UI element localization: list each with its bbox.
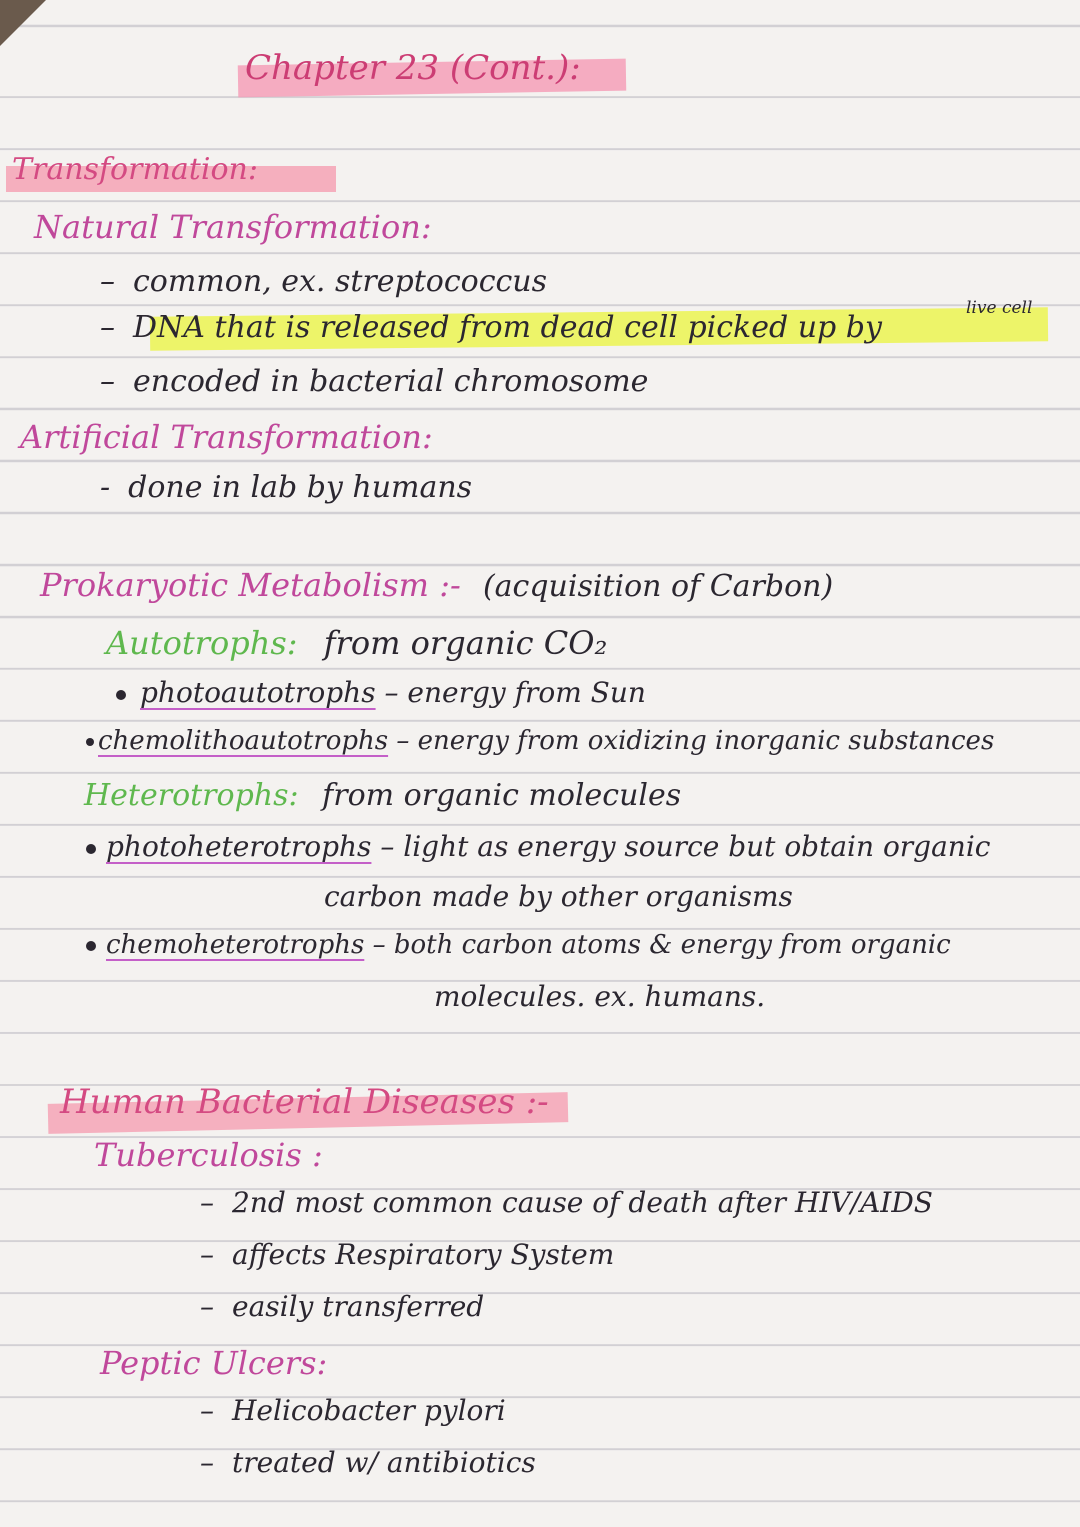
list-item: chemolithoautotrophs – energy from oxidizing inorganic substances [86, 726, 994, 756]
diseases-heading: Human Bacterial Diseases :- [60, 1082, 549, 1122]
list-item: – common, ex. streptococcus [100, 264, 548, 299]
artificial-transformation-heading: Artificial Transformation: [20, 418, 433, 456]
list-item: photoautotrophs – energy from Sun [116, 676, 646, 709]
list-item-continuation: carbon made by other organisms [324, 880, 793, 913]
list-item: - done in lab by humans [100, 470, 473, 505]
tuberculosis-heading: Tuberculosis : [94, 1136, 323, 1174]
metabolism-heading: Prokaryotic Metabolism :- (acquisition of Carbon) [40, 566, 834, 604]
list-item: – affects Respiratory System [200, 1238, 615, 1271]
transformation-heading: Transformation: [12, 152, 258, 187]
list-item: – easily transferred [200, 1290, 485, 1323]
page-title: Chapter 23 (Cont.): [245, 48, 581, 88]
list-item: – DNA that is released from dead cell picked up by [100, 310, 882, 345]
list-item: – 2nd most common cause of death after HIV/AIDS [200, 1186, 933, 1219]
heterotrophs-line: Heterotrophs: from organic molecules [84, 778, 682, 813]
natural-transformation-heading: Natural Transformation: [34, 208, 432, 246]
autotrophs-line: Autotrophs: from organic CO₂ [106, 624, 608, 662]
list-item-continuation: molecules. ex. humans. [434, 980, 766, 1013]
list-item: – Helicobacter pylori [200, 1394, 506, 1427]
list-item: – encoded in bacterial chromosome [100, 364, 649, 399]
peptic-ulcers-heading: Peptic Ulcers: [100, 1344, 328, 1382]
list-item: photoheterotrophs – light as energy source but obtain organic [86, 830, 990, 863]
list-item: – treated w/ antibiotics [200, 1446, 536, 1479]
page-corner-shadow [0, 0, 46, 46]
list-item: chemoheterotrophs – both carbon atoms & energy from organic [86, 930, 951, 960]
live-cell-note: live cell [966, 298, 1033, 318]
